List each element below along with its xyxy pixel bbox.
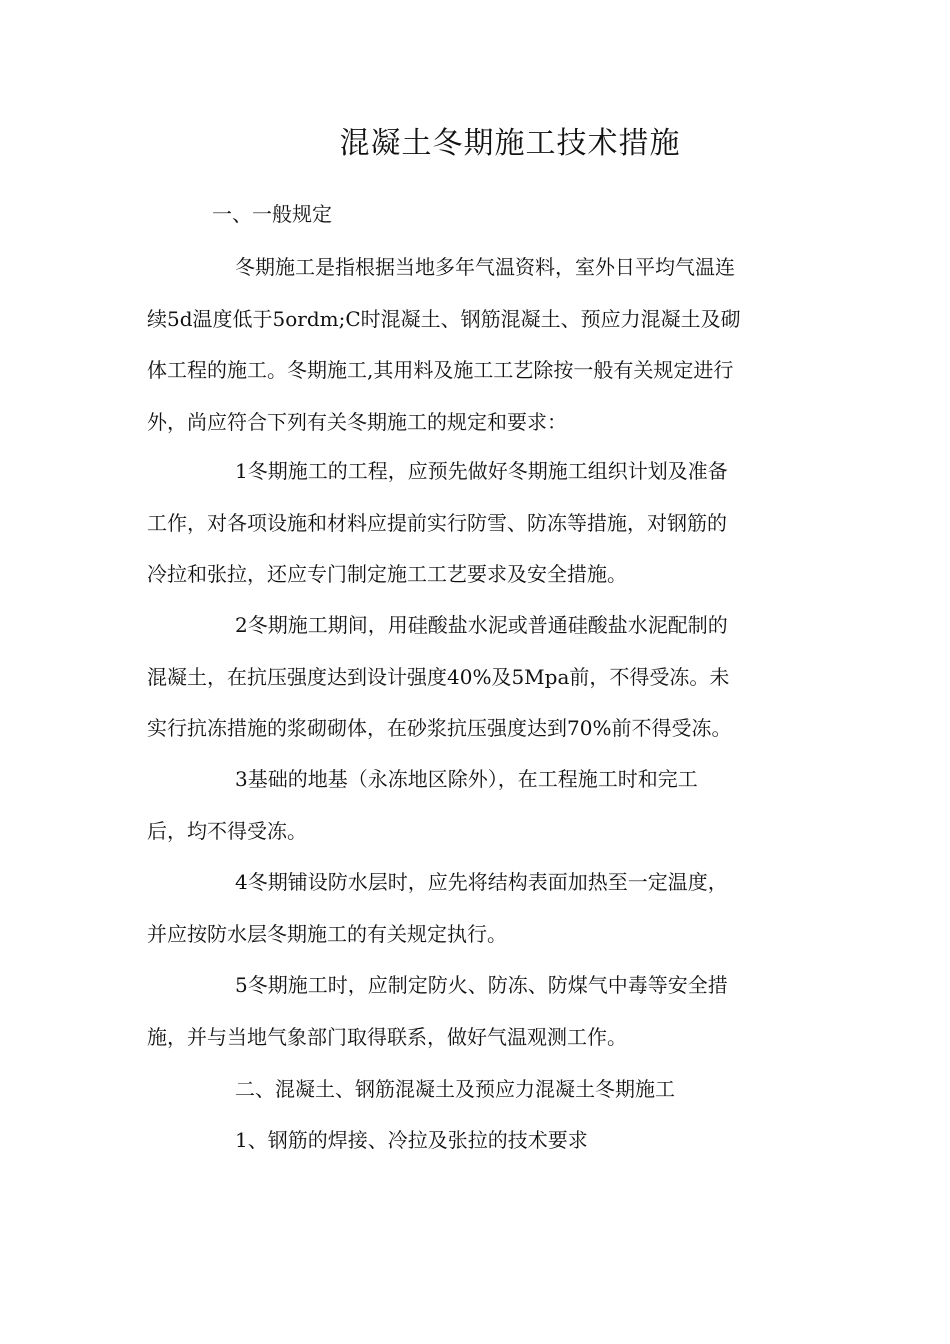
paragraph-line: 2冬期施工期间，用硅酸盐水泥或普通硅酸盐水泥配制的 [235, 613, 728, 637]
paragraph-line: 1冬期施工的工程，应预先做好冬期施工组织计划及准备 [235, 459, 728, 483]
paragraph-line: 外，尚应符合下列有关冬期施工的规定和要求： [147, 409, 567, 434]
paragraph-line: 并应按防水层冬期施工的有关规定执行。 [147, 921, 507, 946]
paragraph-item-5 [147, 960, 807, 1063]
document-title: 混凝土冬期施工技术措施 [339, 126, 681, 161]
paragraph-line: 续5d温度低于5ordm;C时混凝土、钢筋混凝土、预应力混凝土及砌 [147, 306, 741, 331]
paragraph-line: 3基础的地基（永冻地区除外），在工程施工时和完工 [235, 767, 698, 791]
section-heading-concrete: 二、混凝土、钢筋混凝土及预应力混凝土冬期施工 [235, 1077, 675, 1101]
paragraph-line: 4冬期铺设防水层时，应先将结构表面加热至一定温度， [235, 870, 728, 894]
section-heading-general: 一、一般规定 [212, 202, 332, 226]
paragraph-item-3 [147, 754, 807, 857]
paragraph-item-4 [147, 857, 807, 960]
paragraph-line: 后，均不得受冻。 [147, 818, 307, 843]
paragraph-item-1 [147, 446, 807, 601]
paragraph-line: 体工程的施工。冬期施工,其用料及施工工艺除按一般有关规定进行 [147, 358, 734, 382]
paragraph-line: 冬期施工是指根据当地多年气温资料，室外日平均气温连 [235, 255, 735, 279]
paragraph-intro [147, 242, 807, 448]
subsection-heading-rebar: 1、钢筋的焊接、冷拉及张拉的技术要求 [235, 1128, 588, 1152]
paragraph-line: 5冬期施工时，应制定防火、防冻、防煤气中毒等安全措 [235, 973, 728, 997]
paragraph-line: 工作，对各项设施和材料应提前实行防雪、防冻等措施，对钢筋的 [147, 510, 727, 535]
paragraph-line: 实行抗冻措施的浆砌砌体，在砂浆抗压强度达到70%前不得受冻。 [147, 716, 732, 740]
paragraph-line: 冷拉和张拉，还应专门制定施工工艺要求及安全措施。 [147, 562, 627, 586]
paragraph-line: 施，并与当地气象部门取得联系，做好气温观测工作。 [147, 1024, 627, 1049]
paragraph-line: 混凝土，在抗压强度达到设计强度40%及5Mpa前，不得受冻。未 [147, 664, 730, 689]
paragraph-item-2 [147, 600, 807, 755]
